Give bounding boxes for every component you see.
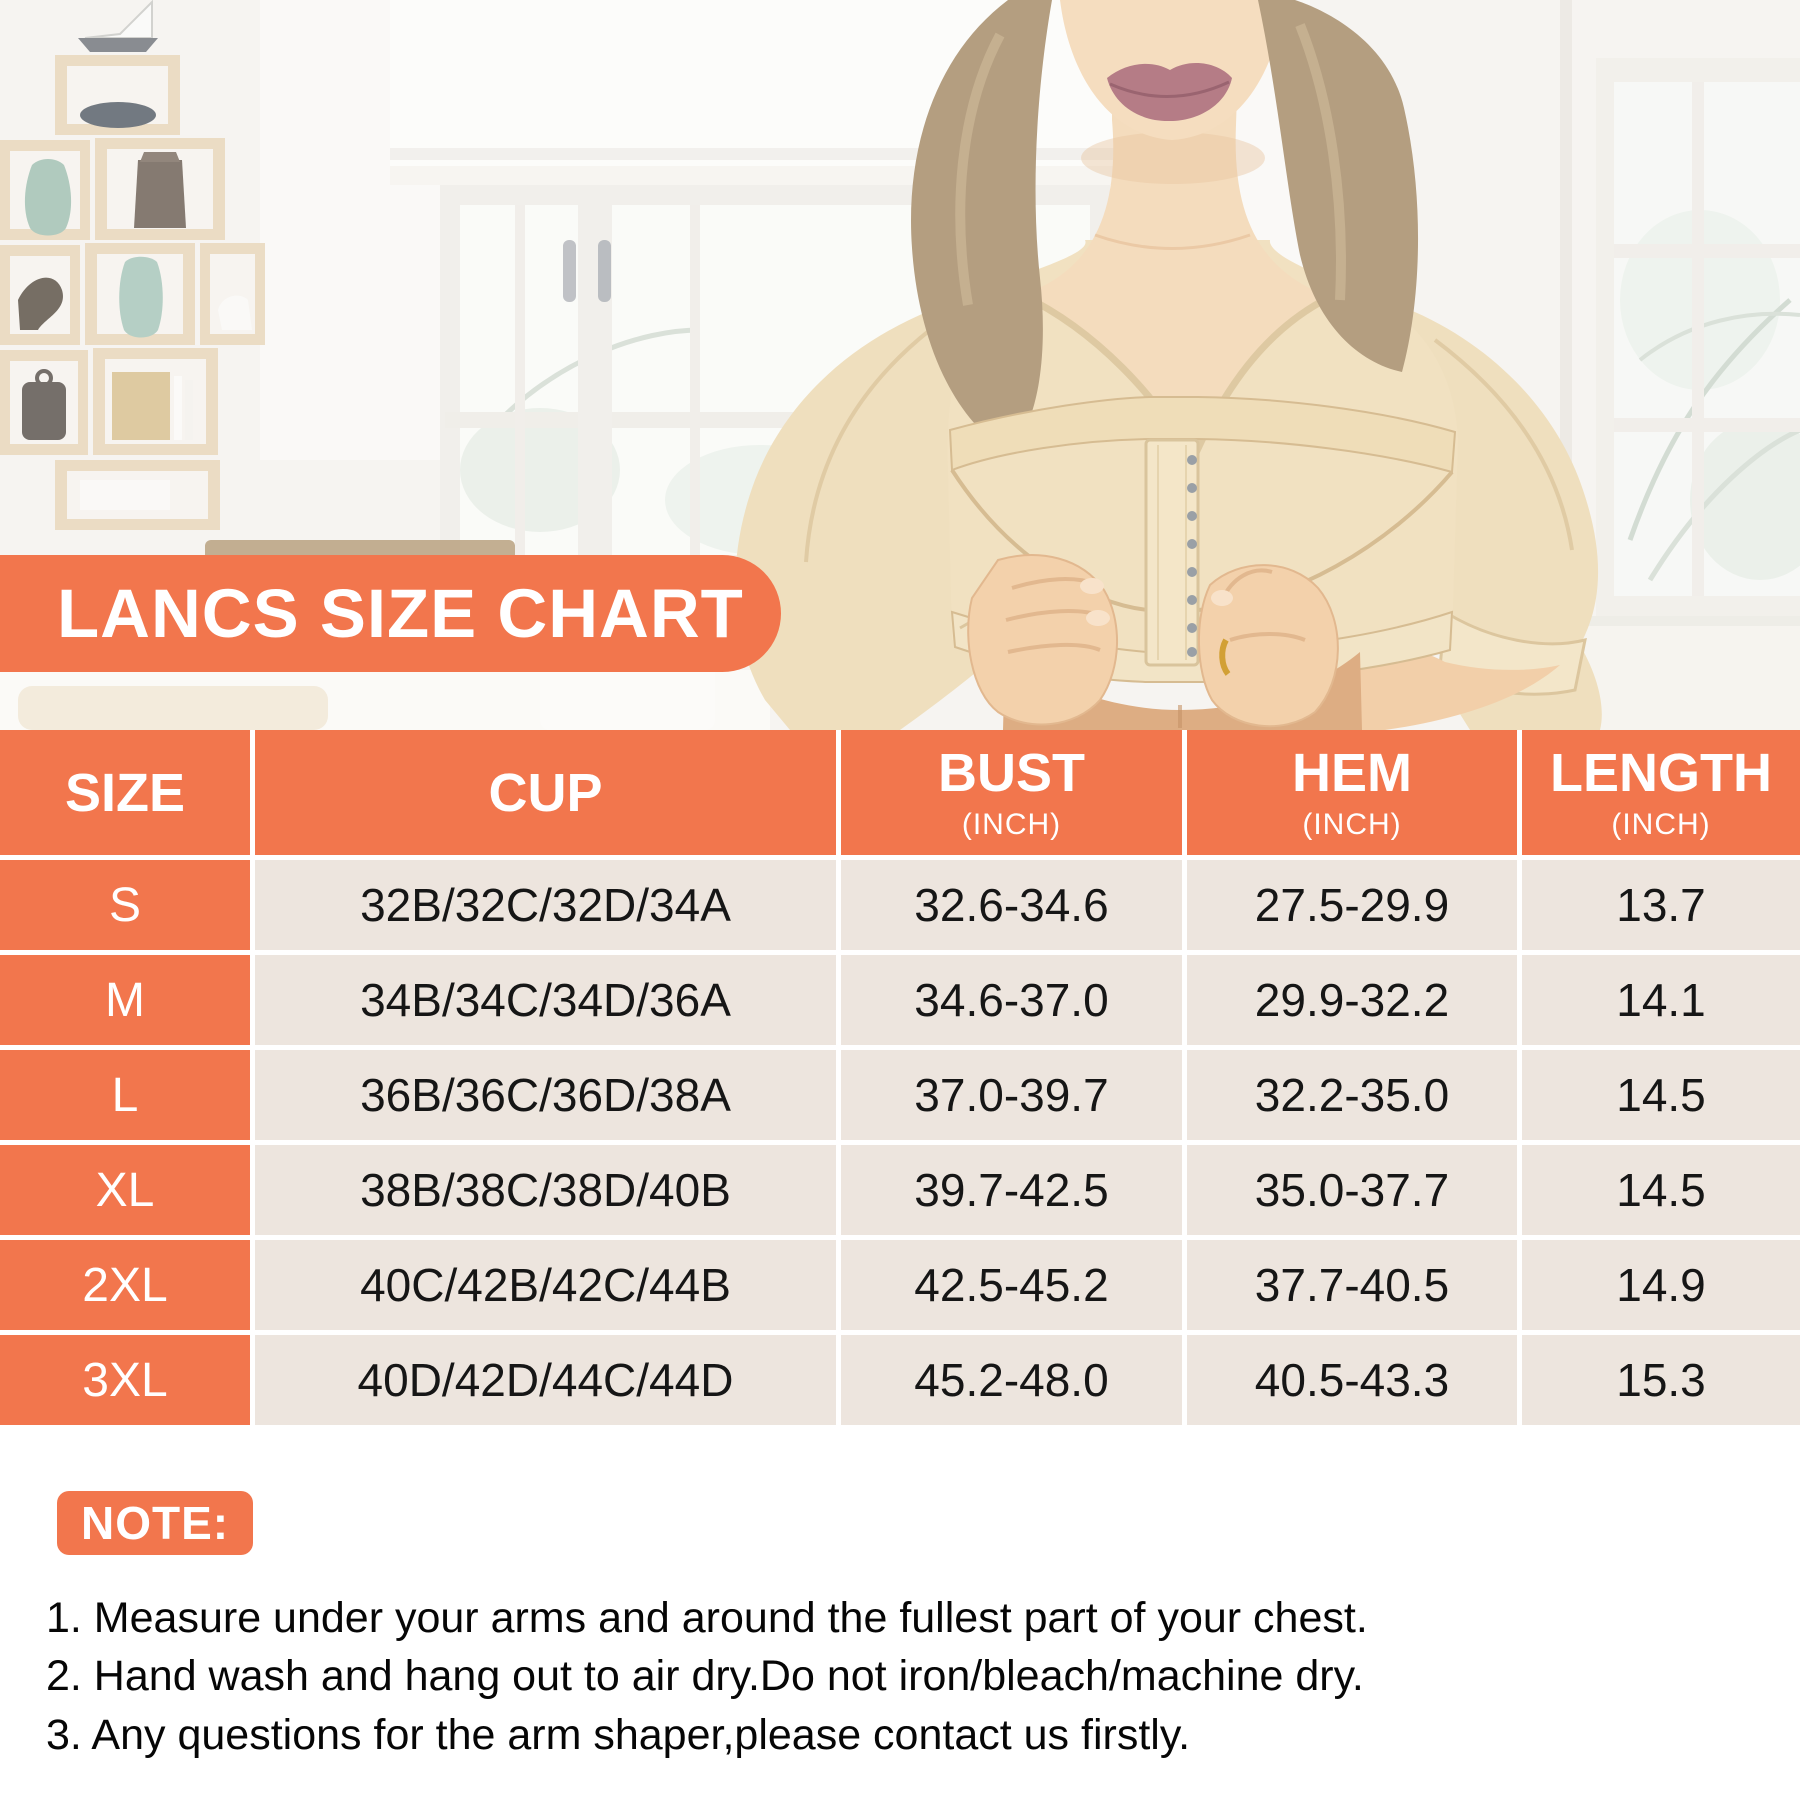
table-row-size-label: 3XL	[0, 1335, 250, 1425]
column-header-size: SIZE	[0, 730, 250, 855]
column-header-hem: HEM (INCH)	[1187, 730, 1517, 855]
table-cell-bust: 37.0-39.7	[841, 1050, 1182, 1140]
table-cell-length: 14.5	[1522, 1145, 1800, 1235]
column-unit: (INCH)	[1302, 807, 1402, 841]
page-title: LANCS SIZE CHART	[57, 575, 744, 652]
table-cell-hem: 40.5-43.3	[1187, 1335, 1517, 1425]
table-cell-bust: 42.5-45.2	[841, 1240, 1182, 1330]
note-line: 2. Hand wash and hang out to air dry.Do not iron/bleach/machine dry.	[46, 1652, 1364, 1701]
product-photo	[0, 0, 1800, 730]
note-section	[0, 1425, 1800, 1764]
table-cell-hem: 27.5-29.9	[1187, 860, 1517, 950]
table-cell-hem: 35.0-37.7	[1187, 1145, 1517, 1235]
table-cell-length: 13.7	[1522, 860, 1800, 950]
table-cell-hem: 29.9-32.2	[1187, 955, 1517, 1045]
table-row-size-label: XL	[0, 1145, 250, 1235]
note-list	[46, 1589, 1800, 1764]
table-cell-cup: 36B/36C/36D/38A	[255, 1050, 836, 1140]
right-hand	[1199, 565, 1338, 726]
column-unit: (INCH)	[961, 807, 1062, 841]
table-cell-cup: 40C/42B/42C/44B	[255, 1240, 836, 1330]
table-row-size-label: S	[0, 860, 250, 950]
note-line: 1. Measure under your arms and around the fullest part of your chest.	[46, 1594, 1368, 1642]
table-row-size-label: 2XL	[0, 1240, 250, 1330]
table-cell-length: 14.5	[1522, 1050, 1800, 1140]
title-banner	[0, 555, 781, 672]
table-cell-bust: 32.6-34.6	[841, 860, 1182, 950]
column-header-cup: CUP	[255, 730, 836, 855]
table-cell-bust: 45.2-48.0	[841, 1335, 1182, 1425]
column-header-bust: BUST (INCH)	[841, 730, 1182, 855]
table-cell-length: 14.1	[1522, 955, 1800, 1045]
size-chart-table	[0, 730, 1800, 1425]
table-cell-bust: 34.6-37.0	[841, 955, 1182, 1045]
table-cell-length: 15.3	[1522, 1335, 1800, 1425]
left-hand	[968, 555, 1117, 724]
table-cell-cup: 34B/34C/34D/36A	[255, 955, 836, 1045]
table-row-size-label: L	[0, 1050, 250, 1140]
column-header-length: LENGTH (INCH)	[1522, 730, 1800, 855]
column-unit: (INCH)	[1611, 807, 1711, 841]
table-cell-cup: 38B/38C/38D/40B	[255, 1145, 836, 1235]
table-cell-hem: 32.2-35.0	[1187, 1050, 1517, 1140]
note-line: 3. Any questions for the arm shaper,please contact us firstly.	[46, 1710, 1191, 1759]
table-cell-cup: 40D/42D/44C/44D	[255, 1335, 836, 1425]
closure-strip	[1146, 440, 1198, 665]
table-cell-hem: 37.7-40.5	[1187, 1240, 1517, 1330]
note-badge: NOTE:	[57, 1491, 253, 1555]
table-cell-bust: 39.7-42.5	[841, 1145, 1182, 1235]
table-row-size-label: M	[0, 955, 250, 1045]
table-cell-length: 14.9	[1522, 1240, 1800, 1330]
table-cell-cup: 32B/32C/32D/34A	[255, 860, 836, 950]
